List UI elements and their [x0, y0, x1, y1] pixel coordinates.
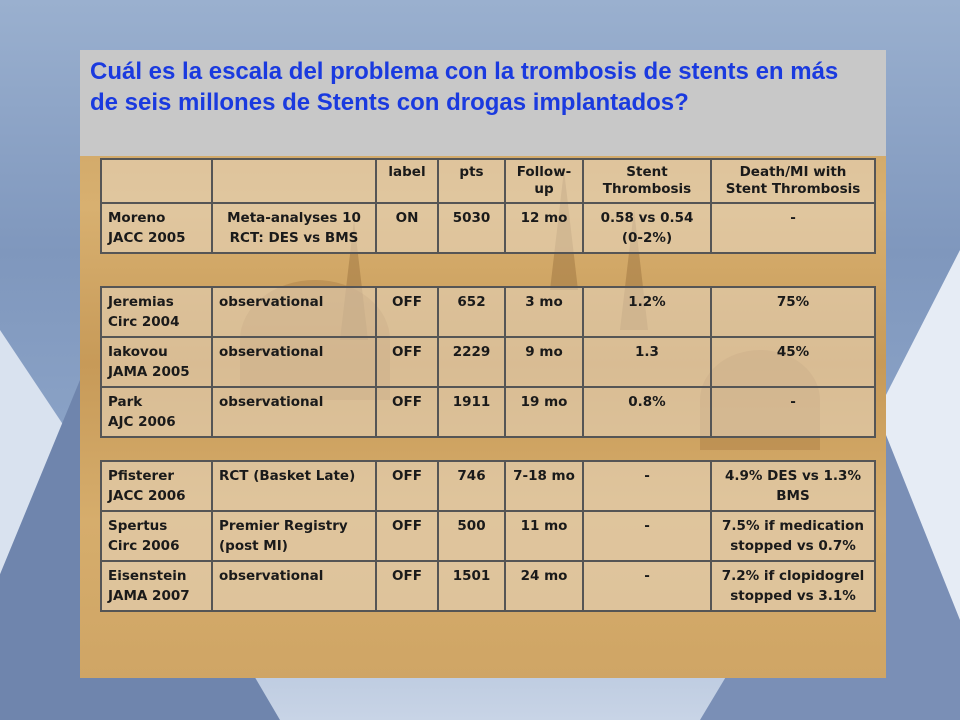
label-cell: OFF	[376, 561, 438, 611]
pts-cell: 5030	[438, 203, 505, 253]
stent-thrombosis-value: 0.58 vs 0.54	[600, 210, 694, 226]
study-cell	[101, 203, 212, 253]
study-journal: JACC 2006	[108, 488, 186, 504]
study-cell	[101, 511, 212, 561]
method-cell: Meta-analyses 10 RCT: DES vs BMS	[212, 203, 376, 253]
header-pts: pts	[438, 159, 505, 203]
header-study	[101, 159, 212, 203]
pts-cell: 500	[438, 511, 505, 561]
followup-cell: 7-18 mo	[505, 461, 583, 511]
followup-cell: 24 mo	[505, 561, 583, 611]
stent-thrombosis-cell: 1.3	[583, 337, 711, 387]
label-cell: ON	[376, 203, 438, 253]
pts-cell: 2229	[438, 337, 505, 387]
method-cell: Premier Registry (post MI)	[212, 511, 376, 561]
death-mi-cell: 4.9% DES vs 1.3% BMS	[711, 461, 875, 511]
stent-thrombosis-cell	[583, 203, 711, 253]
stent-thrombosis-range: (0-2%)	[621, 230, 673, 246]
table-row	[101, 387, 875, 437]
header-death-mi: Death/MI with Stent Thrombosis	[711, 159, 875, 203]
header-label: label	[376, 159, 438, 203]
pts-cell: 1501	[438, 561, 505, 611]
method-cell: observational	[212, 337, 376, 387]
method-cell: observational	[212, 561, 376, 611]
study-author: Iakovou	[108, 344, 168, 360]
header-row	[101, 159, 875, 203]
study-cell	[101, 387, 212, 437]
study-table-meta	[100, 158, 876, 254]
study-author: Park	[108, 394, 143, 410]
table-row	[101, 337, 875, 387]
death-mi-cell: -	[711, 203, 875, 253]
label-cell: OFF	[376, 511, 438, 561]
method-cell: observational	[212, 387, 376, 437]
study-author: Pfisterer	[108, 468, 175, 484]
study-table-discontinuation	[100, 460, 876, 612]
label-cell: OFF	[376, 387, 438, 437]
label-cell: OFF	[376, 461, 438, 511]
death-mi-cell: 45%	[711, 337, 875, 387]
study-author: Spertus	[108, 518, 168, 534]
method-cell: observational	[212, 287, 376, 337]
table-row	[101, 561, 875, 611]
study-journal: JAMA 2007	[108, 588, 190, 604]
header-followup: Follow-up	[505, 159, 583, 203]
study-cell	[101, 461, 212, 511]
label-cell: OFF	[376, 287, 438, 337]
stent-thrombosis-cell: -	[583, 561, 711, 611]
method-cell: RCT (Basket Late)	[212, 461, 376, 511]
stent-thrombosis-cell: 1.2%	[583, 287, 711, 337]
study-author: Jeremias	[108, 294, 174, 310]
study-cell	[101, 561, 212, 611]
slide-title: Cuál es la escala del problema con la trombosis de stents en más de seis millones de Stents con drogas implantados?	[90, 58, 839, 116]
study-cell	[101, 287, 212, 337]
pts-cell: 746	[438, 461, 505, 511]
table-row	[101, 287, 875, 337]
death-mi-cell: -	[711, 387, 875, 437]
table-row	[101, 511, 875, 561]
study-journal: JAMA 2005	[108, 364, 190, 380]
stent-thrombosis-cell: -	[583, 461, 711, 511]
pts-cell: 652	[438, 287, 505, 337]
followup-cell: 9 mo	[505, 337, 583, 387]
table-row	[101, 461, 875, 511]
study-table-observational	[100, 286, 876, 438]
label-cell: OFF	[376, 337, 438, 387]
death-mi-cell: 7.5% if medication stopped vs 0.7%	[711, 511, 875, 561]
followup-cell: 3 mo	[505, 287, 583, 337]
header-stent-thrombosis: Stent Thrombosis	[583, 159, 711, 203]
stent-thrombosis-cell: -	[583, 511, 711, 561]
death-mi-cell: 7.2% if clopidogrel stopped vs 3.1%	[711, 561, 875, 611]
followup-cell: 11 mo	[505, 511, 583, 561]
followup-cell: 12 mo	[505, 203, 583, 253]
study-cell	[101, 337, 212, 387]
stent-thrombosis-cell: 0.8%	[583, 387, 711, 437]
title-box	[80, 50, 886, 156]
study-journal: Circ 2006	[108, 538, 180, 554]
pts-cell: 1911	[438, 387, 505, 437]
study-journal: Circ 2004	[108, 314, 180, 330]
study-author: Moreno	[108, 210, 166, 226]
followup-cell: 19 mo	[505, 387, 583, 437]
slide-panel	[80, 50, 886, 678]
death-mi-cell: 75%	[711, 287, 875, 337]
study-journal: AJC 2006	[108, 414, 176, 430]
header-method	[212, 159, 376, 203]
study-journal: JACC 2005	[108, 230, 186, 246]
table-row	[101, 203, 875, 253]
study-author: Eisenstein	[108, 568, 187, 584]
